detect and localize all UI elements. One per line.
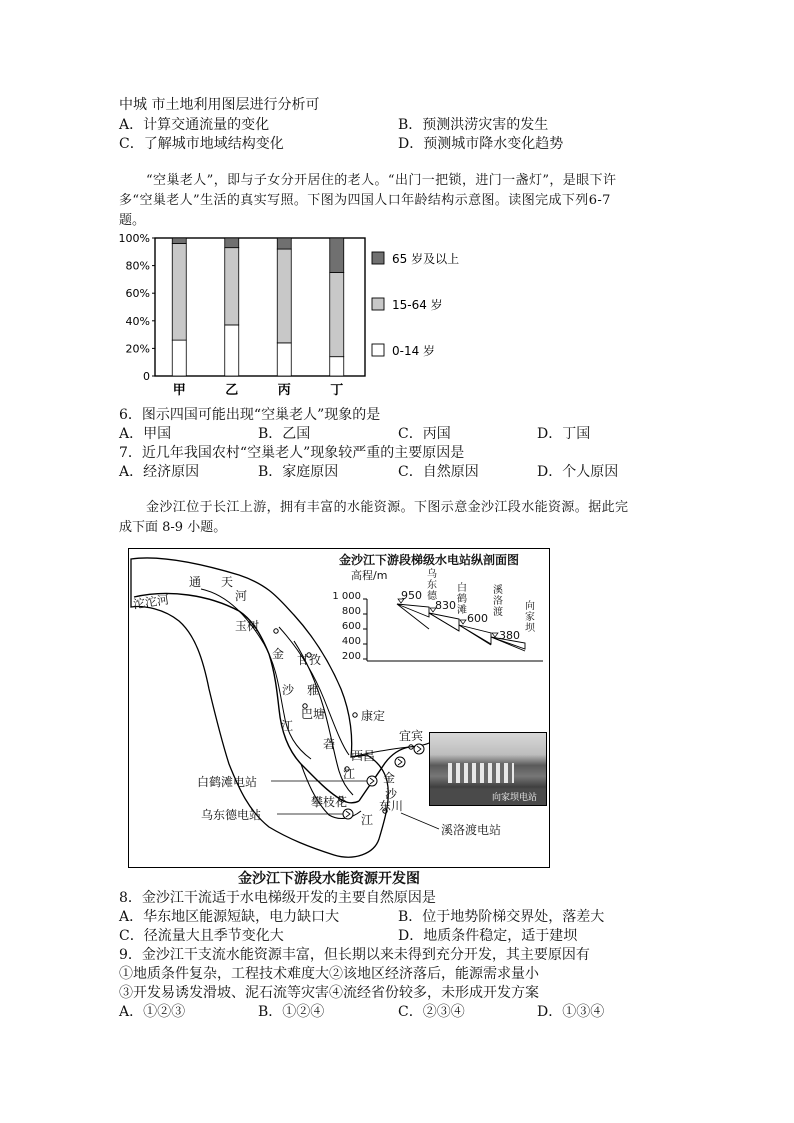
q6-stem: 6．图示四国可能出现“空巢老人”现象的是	[119, 407, 381, 423]
station-elev-wudongde: 950	[401, 589, 422, 602]
wudongde-station-label: 乌东德电站	[201, 808, 262, 822]
inset-ytick-600: 600	[341, 621, 361, 632]
q9-stem: 9．金沙江干支流水能资源丰富，但长期以来未得到充分开发，其主要原因有	[119, 947, 590, 963]
xiangjiaba-station-icon	[414, 744, 424, 754]
inset-ytick-400: 400	[341, 636, 361, 647]
legend-swatch-1	[372, 298, 384, 310]
kangding-label: 康定	[361, 709, 386, 723]
q8-stem: 8．金沙江干流适于水电梯级开发的主要自然原因是	[119, 890, 436, 906]
legend-swatch-0	[372, 344, 384, 356]
legend-label-1: 15-64 岁	[392, 298, 443, 312]
q5-option-b: B．预测洪涝灾害的发生	[398, 117, 549, 133]
q7-option-d: D．个人原因	[537, 464, 619, 480]
tuotuo-river-label: 沱沱河	[132, 592, 170, 612]
intro1-line3: 题。	[119, 213, 146, 228]
yushu-dot	[274, 629, 278, 633]
legend-label-0: 0-14 岁	[392, 344, 436, 358]
yalong-label-ya: 雅	[307, 683, 320, 697]
q7-option-b: B．家庭原因	[258, 464, 339, 480]
station-elev-xiangjiaba: 380	[499, 629, 520, 642]
inset-title: 金沙江下游段梯级水电站纵剖面图	[339, 553, 520, 567]
chart-category-label: 丁	[330, 383, 344, 398]
bar-乙-series-2	[225, 238, 239, 248]
q8-option-d: D．地质条件稳定，适于建坝	[398, 928, 578, 944]
chart-ytick-label: 60%	[125, 287, 150, 301]
q6-option-a: A．甲国	[119, 426, 172, 442]
q9-option-c: C．②③④	[398, 1004, 465, 1020]
bar-丁-series-1	[330, 273, 344, 357]
bar-乙-series-0	[225, 325, 239, 376]
intro2-line2: 成下面 8-9 小题。	[119, 520, 227, 535]
q7-option-a: A．经济原因	[119, 464, 200, 480]
q8-option-c: C．径流量大且季节变化大	[119, 928, 284, 944]
batang-label: 巴塘	[301, 707, 326, 721]
yushu-label: 玉树	[235, 619, 260, 633]
bar-甲-series-1	[172, 244, 186, 341]
q9-option-a: A．①②③	[119, 1004, 186, 1020]
chart-ytick-label: 20%	[125, 342, 150, 356]
xiluodu-station-icon	[395, 757, 405, 767]
q6-option-d: D．丁国	[537, 426, 591, 442]
q7-option-c: C．自然原因	[398, 464, 479, 480]
q7-stem: 7．近几年我国农村“空巢老人”现象较严重的主要原因是	[119, 445, 465, 461]
xichang-label: 西昌	[351, 749, 376, 763]
panzhihua-label: 攀枝花	[311, 795, 348, 809]
q5-option-a: A．计算交通流量的变化	[119, 117, 270, 133]
q5-option-d: D．预测城市降水变化趋势	[398, 136, 564, 152]
inset-ytick-200: 200	[341, 651, 361, 662]
dongchuan-label: 东川	[379, 799, 404, 813]
inset-ytick-1000: 1 000	[332, 591, 361, 602]
chart-ytick-label: 80%	[125, 259, 150, 273]
bar-丁-series-0	[330, 357, 344, 376]
q9-option-b: B．①②④	[258, 1004, 325, 1020]
q5-stem: 中城 市土地利用图层进行分析可	[119, 97, 320, 113]
yalong-label-lung: 砻	[323, 737, 336, 751]
q5-option-c: C．了解城市地域结构变化	[119, 136, 284, 152]
bar-甲-series-2	[172, 238, 186, 244]
age-structure-chart	[110, 228, 490, 404]
bar-丁-series-2	[330, 238, 344, 273]
ganzi-label: 甘孜	[297, 653, 322, 667]
wudongde-station-icon	[343, 809, 353, 819]
jinsha-lower-label-jin: 金	[383, 771, 396, 785]
q9-statement-line2: ③开发易诱发滑坡、泥石流等灾害④流经省份较多，未形成开发方案	[119, 985, 539, 1001]
chart-ytick-label: 100%	[118, 232, 150, 245]
station-name-wudongde: 乌东德	[427, 569, 437, 602]
q8-option-a: A．华东地区能源短缺，电力缺口大	[119, 909, 340, 925]
yibin-label: 宜宾	[399, 729, 424, 743]
bar-丙-series-1	[277, 249, 291, 343]
jinsha-label-jin: 金	[272, 647, 285, 661]
q9-option-d: D．①③④	[537, 1004, 605, 1020]
chart-ytick-label: 0	[143, 370, 150, 383]
q6-option-c: C．丙国	[398, 426, 451, 442]
map-caption: 金沙江下游段水能资源开发图	[238, 871, 420, 887]
bar-丙-series-0	[277, 343, 291, 376]
intro1-line1: “空巢老人”，即与子女分开居住的老人。“出门一把锁，进门一盏灯”，是眼下许	[146, 173, 617, 188]
inset-ytick-800: 800	[341, 606, 361, 617]
jinsha-label-jiang: 江	[281, 719, 294, 733]
station-elev-baihetan: 830	[435, 599, 456, 612]
baihetan-station-label: 白鹤滩电站	[197, 775, 258, 789]
tongtian-label-tian: 天	[221, 575, 234, 589]
station-elev-xiluodu: 600	[467, 612, 488, 625]
chart-category-label: 乙	[225, 383, 239, 398]
tongtian-label-tong: 通	[189, 575, 202, 589]
legend-swatch-2	[372, 252, 384, 264]
jinsha-label-sha: 沙	[282, 683, 295, 697]
station-name-xiluodu: 溪洛渡	[493, 585, 503, 618]
bar-乙-series-1	[225, 248, 239, 325]
tongtian-label-he: 河	[235, 589, 248, 603]
xiangjiaba-dam-photo	[429, 732, 547, 806]
kangding-dot	[353, 713, 357, 717]
intro2-line1: 金沙江位于长江上游，拥有丰富的水能资源。下图示意金沙江段水能资源。据此完	[146, 500, 629, 515]
chart-ytick-label: 40%	[125, 314, 150, 328]
station-name-xiangjiaba: 向家坝	[525, 601, 535, 634]
baihetan-station-icon	[367, 776, 377, 786]
yalong-label-jiang: 江	[343, 767, 356, 781]
q6-option-b: B．乙国	[258, 426, 311, 442]
q9-statement-line1: ①地质条件复杂，工程技术难度大②该地区经济落后，能源需求量小	[119, 966, 539, 982]
xiluodu-station-label: 溪洛渡电站	[441, 823, 502, 837]
chart-category-label: 甲	[172, 383, 186, 398]
jinsha-lower-label-jiang: 江	[361, 813, 374, 827]
intro1-line2: 多“空巢老人”生活的真实写照。下图为四国人口年龄结构示意图。读图完成下列6-7	[119, 193, 611, 208]
chart-category-label: 丙	[277, 383, 291, 398]
inset-y-label: 高程/m	[351, 569, 388, 582]
photo-caption: 向家坝电站	[492, 793, 538, 803]
jinsha-lower-label-sha: 沙	[385, 787, 398, 801]
q8-option-b: B．位于地势阶梯交界处，落差大	[398, 909, 605, 925]
bar-丙-series-2	[277, 238, 291, 249]
bar-甲-series-0	[172, 340, 186, 376]
jinsha-map-frame	[128, 548, 550, 868]
station-name-baihetan: 白鹤滩	[457, 583, 467, 616]
legend-label-2: 65 岁及以上	[392, 252, 460, 266]
